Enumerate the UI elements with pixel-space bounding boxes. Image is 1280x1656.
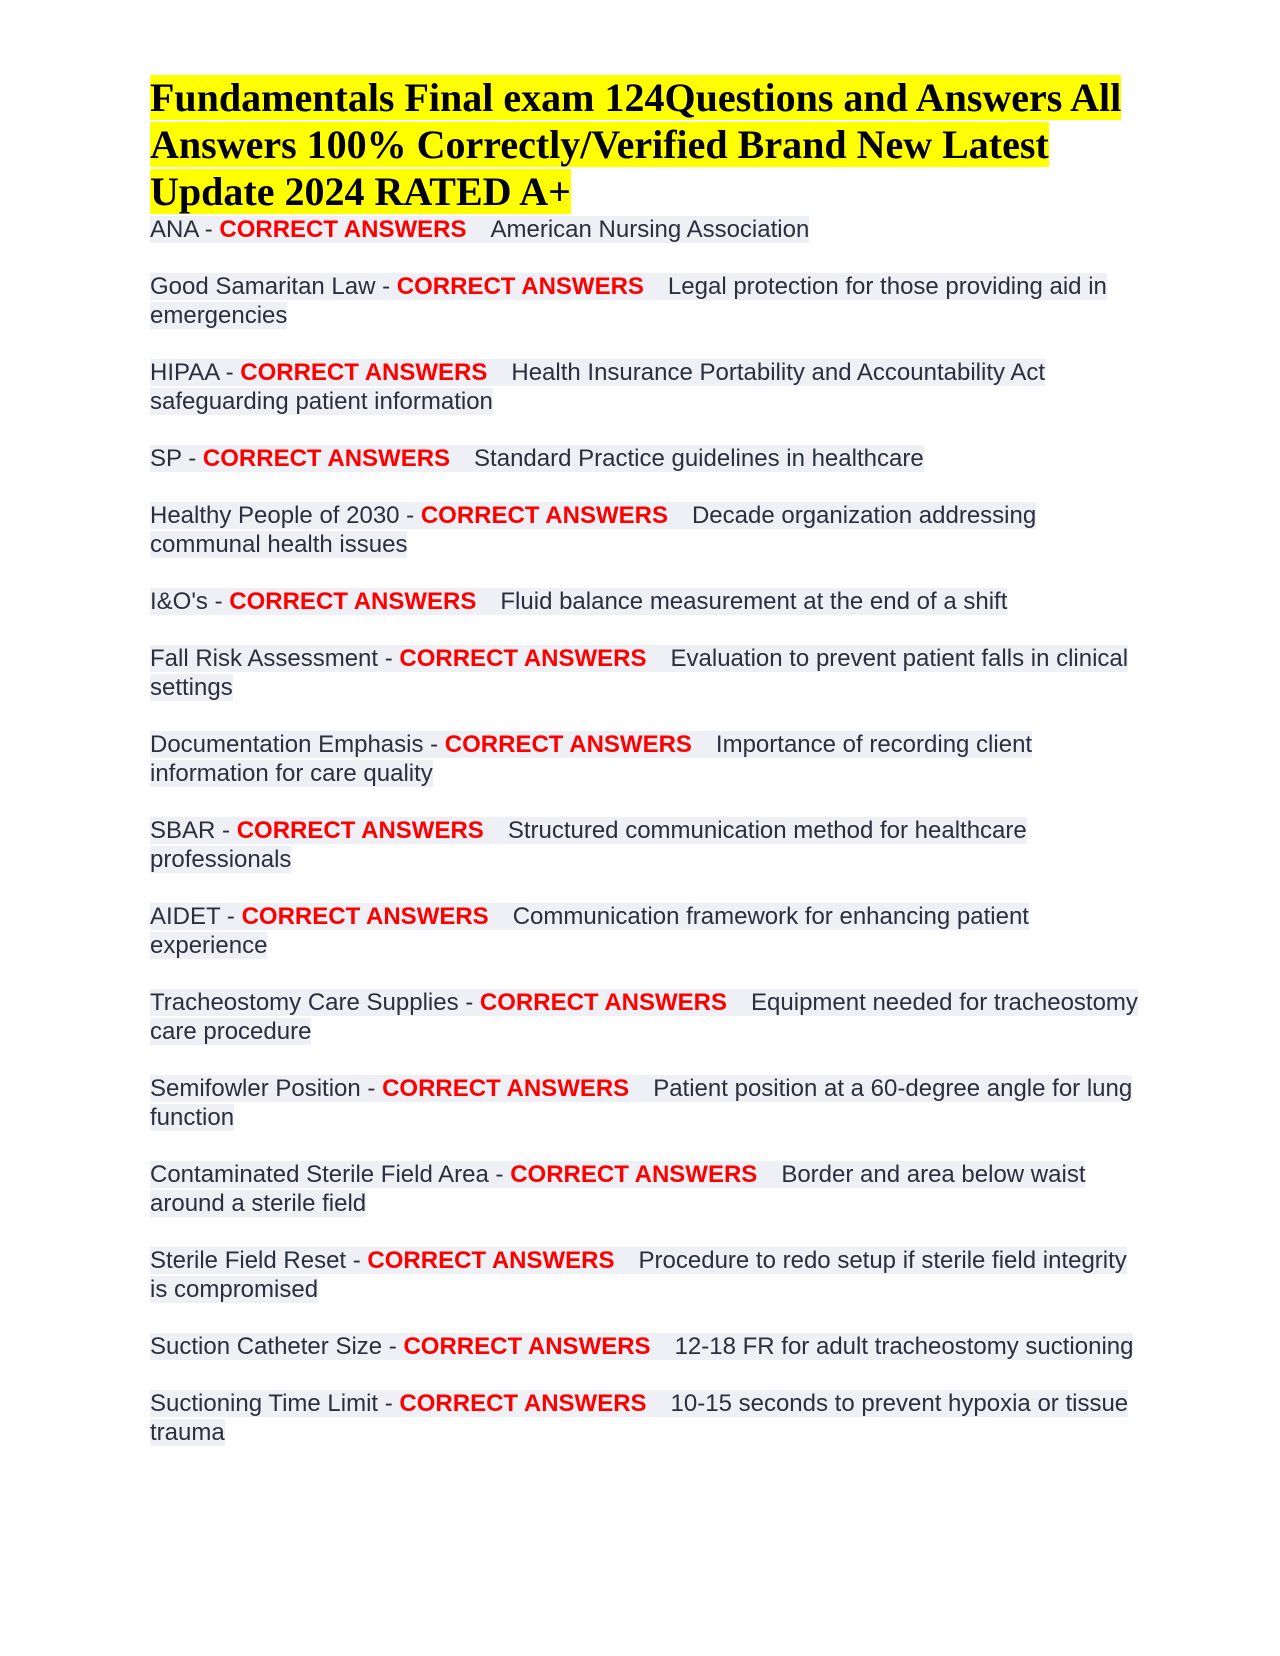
correct-answers-label: CORRECT ANSWERS [396, 273, 644, 300]
qa-answer: 10-15 seconds to prevent hypoxia or tissue trauma [150, 1390, 1129, 1446]
qa-item-text [150, 273, 1107, 329]
qa-separator: - [375, 273, 397, 300]
qa-term: Fall Risk Assessment [150, 645, 379, 672]
qa-separator: - [181, 445, 203, 472]
qa-separator: - [378, 645, 400, 672]
qa-item [150, 444, 1140, 473]
qa-item-text [150, 1333, 1133, 1360]
qa-answer: American Nursing Association [490, 216, 810, 243]
qa-term: Suction Catheter Size [150, 1333, 383, 1360]
qa-separator: - [488, 1161, 511, 1188]
qa-term: Contaminated Sterile Field Area [150, 1161, 489, 1188]
qa-separator: - [399, 502, 421, 529]
qa-term: ANA [150, 216, 199, 243]
qa-separator: - [458, 989, 480, 1016]
document-title-text: Fundamentals Final exam 124Questions and Answers All Answers 100% Correctly/Verified Brand New Latest Update 2024 RATED A+ [150, 75, 1122, 214]
document-page [150, 74, 1140, 1475]
qa-term: Tracheostomy Care Supplies [150, 989, 459, 1016]
qa-item-text [150, 359, 1045, 415]
qa-item [150, 1332, 1140, 1361]
qa-item [150, 816, 1140, 874]
correct-answers-label: CORRECT ANSWERS [403, 1333, 651, 1360]
qa-answer: Equipment needed for tracheostomy care procedure [150, 989, 1138, 1045]
qa-item [150, 988, 1140, 1046]
correct-answers-label: CORRECT ANSWERS [444, 731, 692, 758]
qa-item-text [150, 1247, 1127, 1303]
qa-answer: Legal protection for those providing aid in emergencies [150, 273, 1107, 329]
qa-answer: Procedure to redo setup if sterile field integrity is compromised [150, 1247, 1127, 1303]
qa-answer: Fluid balance measurement at the end of a shift [500, 588, 1008, 615]
qa-item-text [150, 1075, 1132, 1131]
qa-item-text [150, 445, 924, 472]
qa-item-text [150, 216, 809, 243]
correct-answers-label: CORRECT ANSWERS [420, 502, 668, 529]
qa-separator: - [218, 359, 241, 386]
qa-separator: - [215, 817, 237, 844]
qa-term: Good Samaritan Law [150, 273, 376, 300]
correct-answers-label: CORRECT ANSWERS [382, 1075, 630, 1102]
qa-answer: Standard Practice guidelines in healthcare [474, 445, 924, 472]
correct-answers-label: CORRECT ANSWERS [236, 817, 484, 844]
correct-answers-label: CORRECT ANSWERS [202, 445, 451, 472]
correct-answers-label: CORRECT ANSWERS [219, 216, 467, 243]
correct-answers-label: CORRECT ANSWERS [241, 903, 489, 930]
qa-answer: Decade organization addressing communal health issues [150, 502, 1037, 558]
correct-answers-label: CORRECT ANSWERS [240, 359, 488, 386]
qa-item [150, 644, 1140, 702]
qa-item-text [150, 645, 1128, 701]
qa-item-text [150, 731, 1032, 787]
qa-answer: Patient position at a 60-degree angle for lung function [150, 1075, 1133, 1131]
qa-term: Suctioning Time Limit [150, 1390, 379, 1417]
qa-separator: - [378, 1390, 400, 1417]
qa-term: Semifowler Position [150, 1075, 361, 1102]
qa-item [150, 730, 1140, 788]
qa-answer: Border and area below waist around a sterile field [150, 1161, 1086, 1217]
qa-answer: Structured communication method for healthcare professionals [150, 817, 1027, 873]
qa-item-text [150, 588, 1007, 615]
qa-term: AIDET [150, 903, 221, 930]
qa-term: Sterile Field Reset [150, 1247, 347, 1274]
qa-item [150, 1389, 1140, 1447]
qa-term: I&O's [150, 588, 208, 615]
correct-answers-label: CORRECT ANSWERS [367, 1247, 615, 1274]
qa-term: HIPAA [150, 359, 219, 386]
correct-answers-label: CORRECT ANSWERS [479, 989, 728, 1016]
qa-item [150, 358, 1140, 416]
qa-term: Healthy People of 2030 [150, 502, 400, 529]
correct-answers-label: CORRECT ANSWERS [229, 588, 477, 615]
qa-item-text [150, 1390, 1128, 1446]
qa-item [150, 501, 1140, 559]
qa-separator: - [207, 588, 230, 615]
qa-item-text [150, 1161, 1085, 1217]
correct-answers-label: CORRECT ANSWERS [399, 1390, 647, 1417]
qa-answer: Importance of recording client information for care quality [150, 731, 1033, 787]
document-title [150, 74, 1140, 215]
correct-answers-label: CORRECT ANSWERS [510, 1161, 758, 1188]
qa-term: SP [150, 445, 182, 472]
qa-item [150, 272, 1140, 330]
correct-answers-label: CORRECT ANSWERS [399, 645, 647, 672]
qa-item [150, 1074, 1140, 1132]
qa-item-text [150, 989, 1138, 1045]
qa-answer: 12-18 FR for adult tracheostomy suctioning [674, 1333, 1134, 1360]
qa-item-text [150, 502, 1036, 558]
qa-term: Documentation Emphasis [150, 731, 424, 758]
qa-item [150, 587, 1140, 616]
qa-item [150, 902, 1140, 960]
qa-answer: Communication framework for enhancing patient experience [150, 903, 1029, 959]
qa-term: SBAR [150, 817, 216, 844]
qa-separator: - [198, 216, 220, 243]
qa-item [150, 1160, 1140, 1218]
qa-separator: - [382, 1333, 404, 1360]
qa-separator: - [360, 1075, 383, 1102]
qa-list [150, 215, 1140, 1447]
qa-separator: - [423, 731, 445, 758]
qa-item [150, 1246, 1140, 1304]
qa-answer: Health Insurance Portability and Accountability Act safeguarding patient information [150, 359, 1046, 415]
qa-item-text [150, 817, 1027, 873]
qa-separator: - [346, 1247, 368, 1274]
qa-answer: Evaluation to prevent patient falls in clinical settings [150, 645, 1129, 701]
qa-item [150, 215, 1140, 244]
qa-separator: - [220, 903, 242, 930]
qa-item-text [150, 903, 1029, 959]
